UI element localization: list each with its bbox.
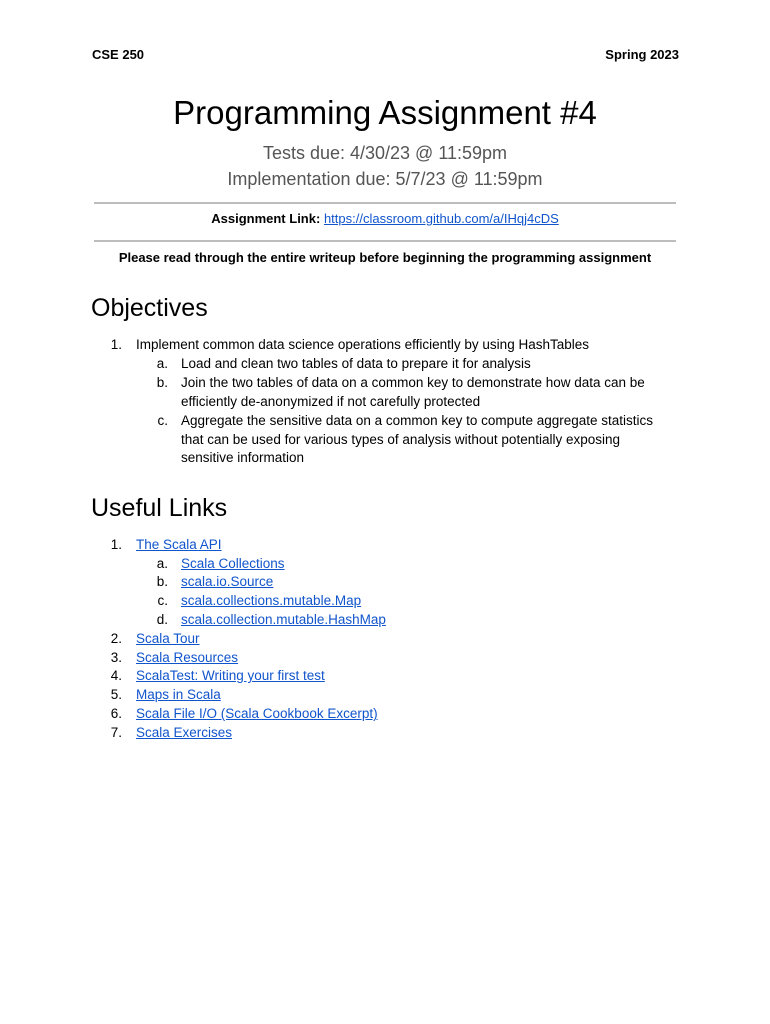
scala-tour-link[interactable]: Scala Tour (136, 631, 200, 646)
list-number: 2. (110, 631, 122, 646)
mutable-map-link[interactable]: scala.collections.mutable.Map (181, 593, 362, 608)
list-letter: c. (157, 593, 168, 608)
list-letter: a. (156, 556, 168, 571)
list-number: 3. (110, 650, 122, 665)
scalatest-link[interactable]: ScalaTest: Writing your first test (136, 668, 325, 683)
useful-links-heading: Useful Links (91, 494, 228, 522)
divider-top (94, 202, 676, 204)
list-number: 6. (110, 706, 122, 721)
scala-io-source-link[interactable]: scala.io.Source (181, 574, 274, 589)
course-code: CSE 250 (92, 47, 145, 62)
implementation-due-date: Implementation due: 5/7/23 @ 11:59pm (227, 169, 543, 189)
maps-in-scala-link[interactable]: Maps in Scala (136, 687, 221, 702)
subitem-line: sensitive information (181, 450, 305, 465)
objectives-heading: Objectives (91, 294, 208, 322)
page-title: Programming Assignment #4 (173, 94, 597, 131)
assignment-link-label: Assignment Link: (211, 211, 321, 226)
subitem-line: Join the two tables of data on a common key to demonstrate how data can be (181, 375, 645, 390)
scala-collections-link[interactable]: Scala Collections (181, 556, 285, 571)
scala-resources-link[interactable]: Scala Resources (136, 650, 239, 665)
mutable-hashmap-link[interactable]: scala.collection.mutable.HashMap (181, 612, 386, 627)
term: Spring 2023 (605, 47, 679, 62)
read-notice: Please read through the entire writeup before beginning the programming assignment (118, 250, 652, 265)
subitem-line: efficiently de-anonymized if not carefully protected (181, 393, 481, 409)
objective-text: Implement common data science operations efficiently by using HashTables (136, 337, 589, 352)
subitem-line: Aggregate the sensitive data on a common key to compute aggregate statistics (181, 413, 654, 428)
list-letter: d. (156, 612, 168, 627)
list-number: 1. (110, 337, 122, 352)
subitem-line: Load and clean two tables of data to prepare it for analysis (181, 356, 531, 371)
list-number: 1. (110, 537, 122, 552)
subitem-line: that can be used for various types of analysis without potentially exposing (181, 431, 621, 447)
list-letter: a. (156, 356, 168, 371)
list-number: 5. (110, 687, 122, 702)
list-number: 4. (110, 668, 122, 683)
assignment-link-line (0, 211, 770, 226)
assignment-link[interactable]: https://classroom.github.com/a/IHqj4cDS (323, 211, 559, 226)
list-number: 7. (110, 725, 122, 740)
list-letter: b. (156, 375, 168, 390)
scala-file-io-link[interactable]: Scala File I/O (Scala Cookbook Excerpt) (136, 706, 378, 721)
list-letter: c. (157, 413, 168, 428)
tests-due-date: Tests due: 4/30/23 @ 11:59pm (262, 143, 508, 163)
list-letter: b. (156, 574, 168, 589)
scala-exercises-link[interactable]: Scala Exercises (136, 725, 233, 740)
scala-api-link[interactable]: The Scala API (136, 537, 222, 552)
divider-bottom (94, 240, 676, 242)
